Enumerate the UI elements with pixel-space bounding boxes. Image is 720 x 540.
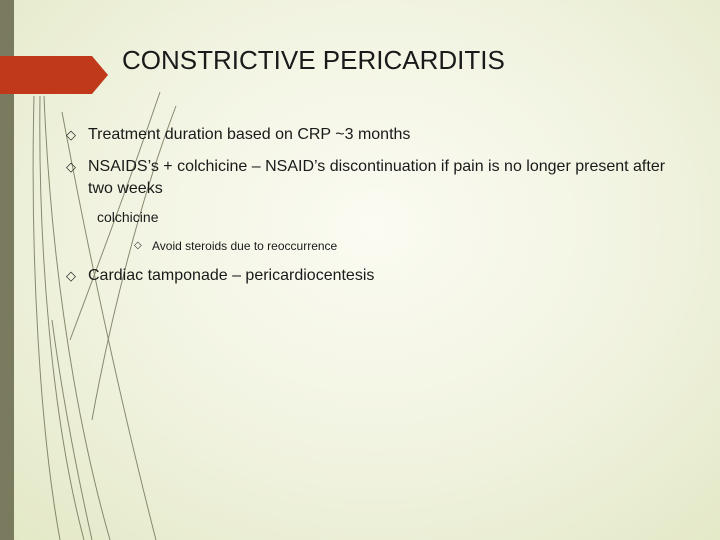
bullet-text: NSAIDS’s + colchicine – NSAID’s discontinuation if pain is no longer present after two weeks bbox=[88, 158, 666, 197]
continuation-text: colchicine bbox=[97, 209, 159, 225]
diamond-outline-icon: ◇ bbox=[66, 268, 76, 283]
bullet-text: Treatment duration based on CRP ~3 months bbox=[88, 126, 411, 143]
sub-bullet-item bbox=[134, 237, 337, 255]
diamond-outline-icon: ◇ bbox=[134, 240, 142, 251]
slide-title: CONSTRICTIVE PERICARDITIS bbox=[122, 45, 505, 75]
bullet-item bbox=[66, 265, 374, 287]
title-accent-tab bbox=[0, 56, 108, 94]
diamond-outline-icon: ◇ bbox=[66, 127, 76, 142]
bullet-item bbox=[66, 156, 666, 200]
diamond-outline-icon: ◇ bbox=[66, 159, 76, 174]
sub-bullet-text: Avoid steroids due to reoccurrence bbox=[152, 239, 338, 253]
bullet-text: Cardiac tamponade – pericardiocentesis bbox=[88, 267, 375, 284]
bullet-item bbox=[66, 124, 410, 146]
